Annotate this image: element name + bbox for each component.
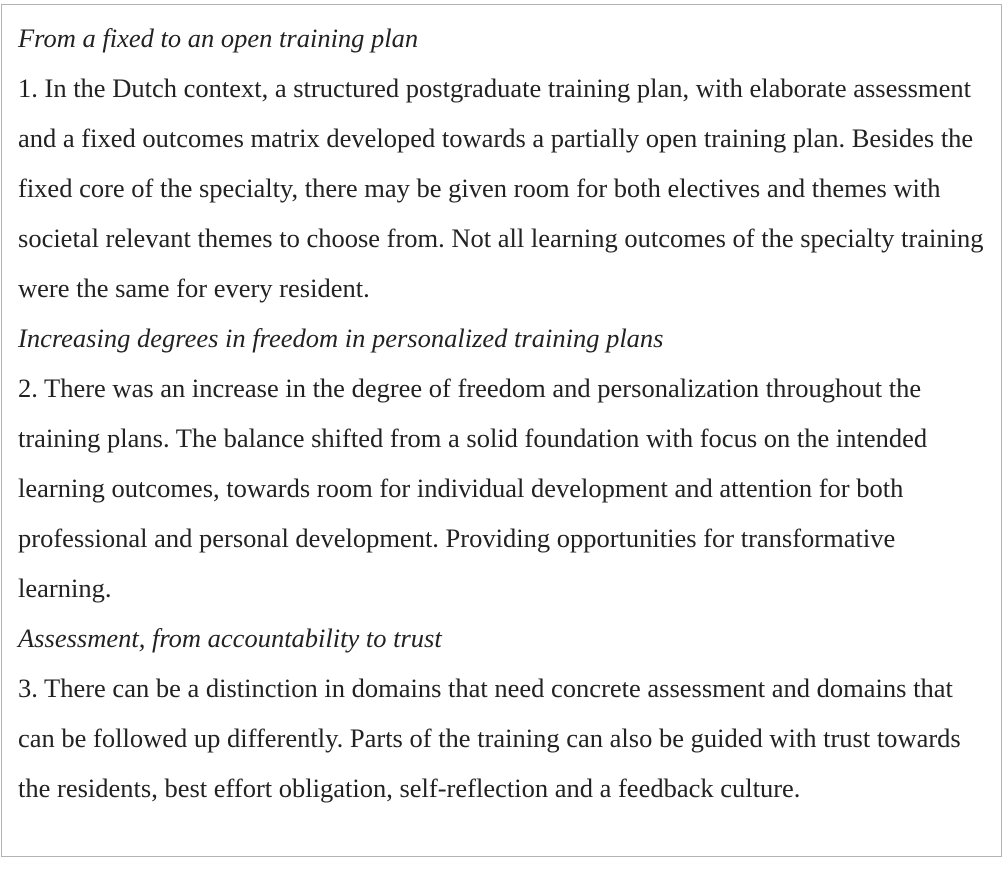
findings-box xyxy=(1,4,1002,857)
section-text-1: 1. In the Dutch context, a structured postgraduate training plan, with elaborate assessment and a fixed outcomes matrix developed towards a partially open training plan. Besides the fixed core of the specialty, there may be given room for both electives and themes with societal relevant themes to choose from. Not all learning outcomes of the specialty training were the same for every resident. xyxy=(18,73,984,303)
section-text-2: 2. There was an increase in the degree of freedom and personalization throughout the training plans. The balance shifted from a solid foundation with focus on the intended learning outcomes, towards room for individual development and attention for both professional and personal development. Providing opportunities for transformative learning. xyxy=(18,373,928,603)
section-text-3: 3. There can be a distinction in domains that need concrete assessment and domains that can be followed up differently. Parts of the training can also be guided with trust towards the residents, best effort obligation, self-reflection and a feedback culture. xyxy=(18,673,961,803)
section-heading-3: Assessment, from accountability to trust xyxy=(18,623,442,653)
section-heading-2: Increasing degrees in freedom in personalized training plans xyxy=(18,323,664,353)
section-heading-1: From a fixed to an open training plan xyxy=(18,23,419,53)
